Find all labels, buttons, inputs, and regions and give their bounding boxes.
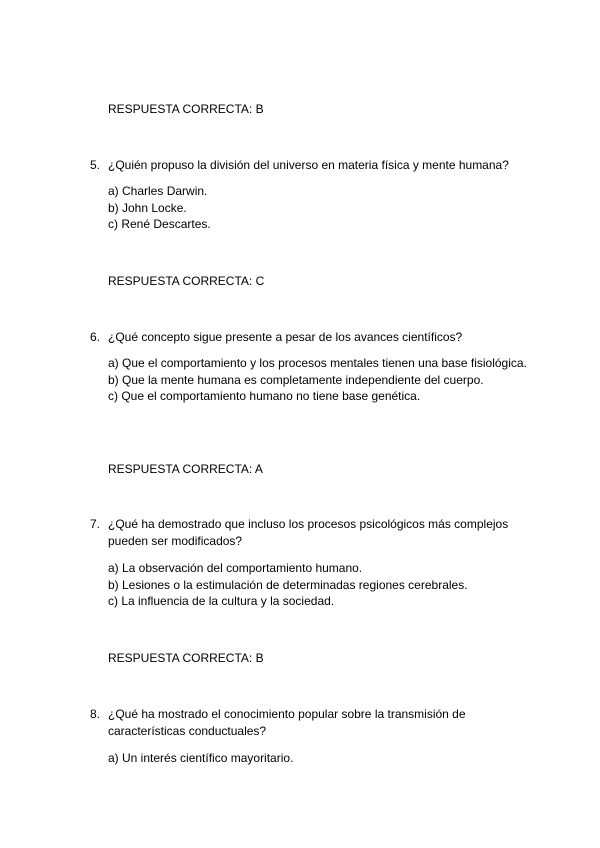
- question-text: ¿Qué concepto sigue presente a pesar de los avances científicos?: [108, 330, 463, 344]
- option-c: c) René Descartes.: [108, 217, 211, 231]
- option-b: b) John Locke.: [108, 200, 187, 215]
- correct-answer-q7: RESPUESTA CORRECTA: B: [108, 651, 264, 665]
- option-b: b) Que la mente humana es completamente independiente del cuerpo.: [108, 372, 484, 387]
- option-a: a) Que el comportamiento y los procesos mentales tienen una base fisiológica.: [108, 356, 527, 370]
- correct-answer-q5: RESPUESTA CORRECTA: C: [108, 274, 265, 288]
- options-list: [108, 355, 538, 405]
- option-b: b) Lesiones o la estimulación de determinadas regiones cerebrales.: [108, 577, 468, 592]
- question-text: ¿Quién propuso la división del universo en materia física y mente humana?: [108, 158, 509, 172]
- question-number: 6.: [90, 330, 101, 344]
- question-number: 7.: [90, 517, 101, 531]
- correct-answer-q6: RESPUESTA CORRECTA: A: [108, 462, 263, 476]
- option-c: c) La influencia de la cultura y la sociedad.: [108, 594, 335, 608]
- options-list: [108, 560, 538, 610]
- question-number: 8.: [90, 707, 101, 721]
- option-a: a) La observación del comportamiento humano.: [108, 561, 363, 575]
- option-a: a) Un interés científico mayoritario.: [108, 751, 294, 765]
- option-a: a) Charles Darwin.: [108, 184, 208, 198]
- option-c: c) Que el comportamiento humano no tiene base genética.: [108, 389, 421, 403]
- options-list: [108, 750, 538, 767]
- question-text: ¿Qué ha demostrado que incluso los procesos psicológicos más complejos pueden ser modificados?: [108, 517, 509, 548]
- question-text: ¿Qué ha mostrado el conocimiento popular sobre la transmisión de características conductuales?: [108, 707, 466, 738]
- options-list: [108, 183, 538, 233]
- correct-answer-q4: RESPUESTA CORRECTA: B: [108, 102, 264, 116]
- question-number: 5.: [90, 158, 101, 172]
